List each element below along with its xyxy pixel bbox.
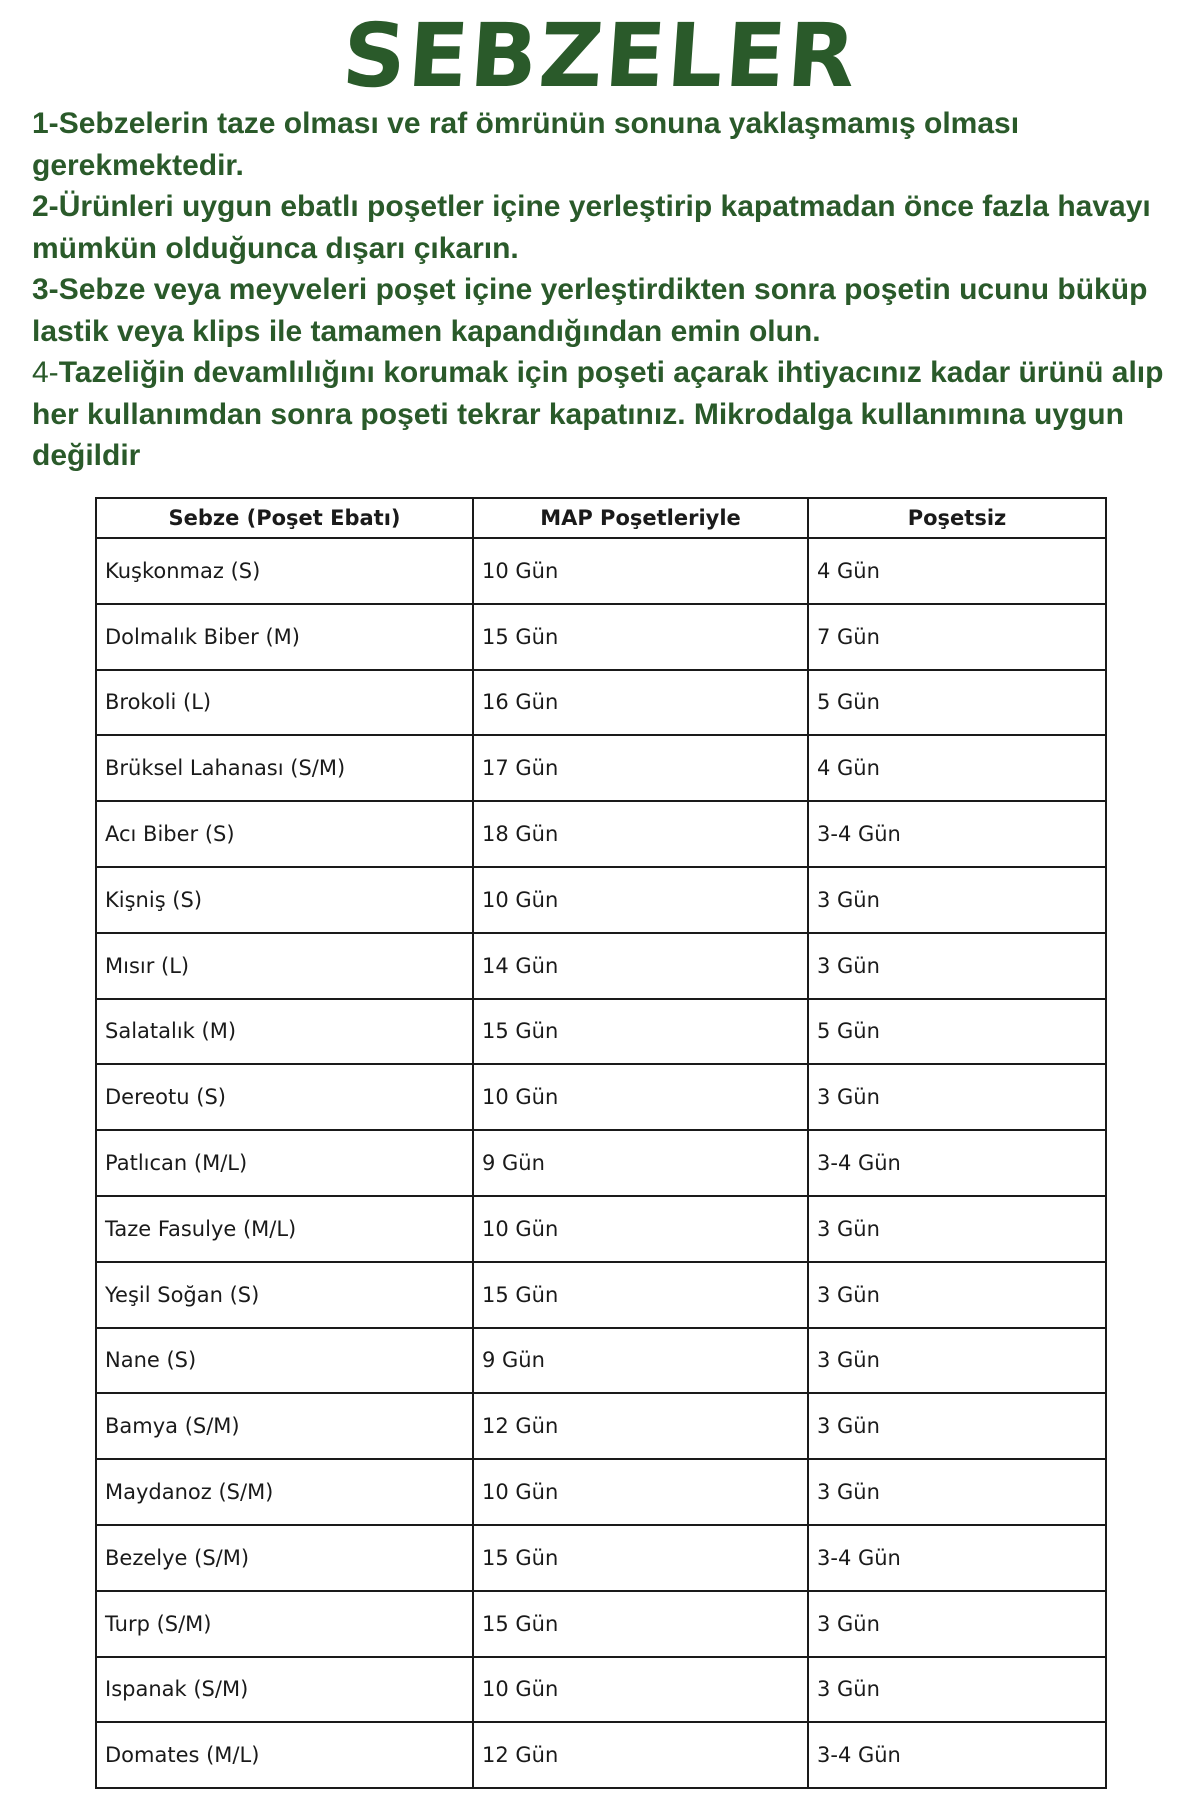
cell-map-duration: 14 Gün bbox=[473, 933, 808, 999]
cell-no-bag-duration: 3 Gün bbox=[808, 1459, 1106, 1525]
cell-vegetable: Yeşil Soğan (S) bbox=[96, 1262, 473, 1328]
column-header-vegetable: Sebze (Poşet Ebatı) bbox=[96, 498, 473, 538]
cell-no-bag-duration: 3-4 Gün bbox=[808, 801, 1106, 867]
cell-map-duration: 15 Gün bbox=[473, 1591, 808, 1657]
cell-map-duration: 10 Gün bbox=[473, 1196, 808, 1262]
table-row bbox=[96, 1722, 1106, 1788]
cell-map-duration: 16 Gün bbox=[473, 670, 808, 736]
cell-no-bag-duration: 3 Gün bbox=[808, 1393, 1106, 1459]
table-body bbox=[96, 538, 1106, 1788]
cell-no-bag-duration: 5 Gün bbox=[808, 670, 1106, 736]
instruction-item bbox=[32, 269, 1192, 352]
shelf-life-table bbox=[95, 497, 1107, 1789]
table-row bbox=[96, 1064, 1106, 1130]
instruction-item bbox=[32, 352, 1192, 477]
cell-map-duration: 10 Gün bbox=[473, 1657, 808, 1723]
cell-map-duration: 10 Gün bbox=[473, 1459, 808, 1525]
table-row bbox=[96, 670, 1106, 736]
cell-map-duration: 17 Gün bbox=[473, 735, 808, 801]
table-row bbox=[96, 1130, 1106, 1196]
table-row bbox=[96, 933, 1106, 999]
cell-map-duration: 15 Gün bbox=[473, 999, 808, 1065]
cell-no-bag-duration: 3 Gün bbox=[808, 1591, 1106, 1657]
table-row bbox=[96, 867, 1106, 933]
instruction-number: 2- bbox=[32, 190, 59, 223]
table-row bbox=[96, 1393, 1106, 1459]
cell-map-duration: 12 Gün bbox=[473, 1393, 808, 1459]
table-row bbox=[96, 1657, 1106, 1723]
table-row bbox=[96, 1459, 1106, 1525]
instruction-number: 1- bbox=[32, 107, 59, 140]
cell-vegetable: Patlıcan (M/L) bbox=[96, 1130, 473, 1196]
cell-map-duration: 10 Gün bbox=[473, 538, 808, 604]
cell-no-bag-duration: 3 Gün bbox=[808, 1196, 1106, 1262]
page-title: SEBZELER bbox=[339, 4, 861, 107]
cell-vegetable: Dereotu (S) bbox=[96, 1064, 473, 1130]
instruction-item bbox=[32, 103, 1192, 186]
cell-no-bag-duration: 3 Gün bbox=[808, 1064, 1106, 1130]
cell-vegetable: Brokoli (L) bbox=[96, 670, 473, 736]
cell-map-duration: 10 Gün bbox=[473, 1064, 808, 1130]
table-row bbox=[96, 801, 1106, 867]
cell-map-duration: 10 Gün bbox=[473, 867, 808, 933]
cell-no-bag-duration: 3-4 Gün bbox=[808, 1130, 1106, 1196]
cell-vegetable: Acı Biber (S) bbox=[96, 801, 473, 867]
cell-vegetable: Brüksel Lahanası (S/M) bbox=[96, 735, 473, 801]
cell-no-bag-duration: 3 Gün bbox=[808, 1657, 1106, 1723]
table-row bbox=[96, 1196, 1106, 1262]
cell-vegetable: Ispanak (S/M) bbox=[96, 1657, 473, 1723]
cell-map-duration: 15 Gün bbox=[473, 1525, 808, 1591]
table-row bbox=[96, 999, 1106, 1065]
cell-vegetable: Kişniş (S) bbox=[96, 867, 473, 933]
instruction-number: 3- bbox=[32, 273, 59, 306]
cell-no-bag-duration: 4 Gün bbox=[808, 538, 1106, 604]
instruction-text: Sebzelerin taze olması ve raf ömrünün sonuna yaklaşmamış olması gerekmektedir. bbox=[32, 107, 1020, 182]
cell-vegetable: Bamya (S/M) bbox=[96, 1393, 473, 1459]
cell-vegetable: Turp (S/M) bbox=[96, 1591, 473, 1657]
instruction-item bbox=[32, 186, 1192, 269]
cell-vegetable: Maydanoz (S/M) bbox=[96, 1459, 473, 1525]
cell-no-bag-duration: 3 Gün bbox=[808, 1262, 1106, 1328]
cell-map-duration: 15 Gün bbox=[473, 1262, 808, 1328]
table-row bbox=[96, 604, 1106, 670]
instruction-number: 4- bbox=[32, 356, 59, 389]
table-row bbox=[96, 1262, 1106, 1328]
instruction-text: Sebze veya meyveleri poşet içine yerleştirdikten sonra poşetin ucunu büküp lastik veya klips ile tamamen kapandığından emin olun. bbox=[32, 273, 1148, 348]
instruction-text: Tazeliğin devamlılığını korumak için poşeti açarak ihtiyacınız kadar ürünü alıp her kullanımdan sonra poşeti tekrar kapatınız. Mikrodalga kullanımına uygun değildir bbox=[32, 356, 1164, 472]
cell-no-bag-duration: 4 Gün bbox=[808, 735, 1106, 801]
cell-map-duration: 9 Gün bbox=[473, 1130, 808, 1196]
cell-no-bag-duration: 5 Gün bbox=[808, 999, 1106, 1065]
cell-vegetable: Taze Fasulye (M/L) bbox=[96, 1196, 473, 1262]
column-header-map-bags: MAP Poşetleriyle bbox=[473, 498, 808, 538]
cell-map-duration: 12 Gün bbox=[473, 1722, 808, 1788]
table-row bbox=[96, 1591, 1106, 1657]
table-row bbox=[96, 1525, 1106, 1591]
cell-no-bag-duration: 7 Gün bbox=[808, 604, 1106, 670]
instruction-text: Ürünleri uygun ebatlı poşetler içine yerleştirip kapatmadan önce fazla havayı mümkün olduğunca dışarı çıkarın. bbox=[32, 190, 1151, 265]
cell-vegetable: Dolmalık Biber (M) bbox=[96, 604, 473, 670]
cell-map-duration: 15 Gün bbox=[473, 604, 808, 670]
cell-no-bag-duration: 3-4 Gün bbox=[808, 1722, 1106, 1788]
cell-map-duration: 9 Gün bbox=[473, 1328, 808, 1394]
cell-no-bag-duration: 3 Gün bbox=[808, 1328, 1106, 1394]
cell-vegetable: Kuşkonmaz (S) bbox=[96, 538, 473, 604]
column-header-without-bag: Poşetsiz bbox=[808, 498, 1106, 538]
cell-vegetable: Bezelye (S/M) bbox=[96, 1525, 473, 1591]
cell-no-bag-duration: 3 Gün bbox=[808, 867, 1106, 933]
cell-vegetable: Mısır (L) bbox=[96, 933, 473, 999]
cell-map-duration: 18 Gün bbox=[473, 801, 808, 867]
cell-vegetable: Salatalık (M) bbox=[96, 999, 473, 1065]
table-row bbox=[96, 735, 1106, 801]
table-row bbox=[96, 1328, 1106, 1394]
table-row bbox=[96, 538, 1106, 604]
table-header-row bbox=[96, 498, 1106, 538]
cell-no-bag-duration: 3 Gün bbox=[808, 933, 1106, 999]
cell-vegetable: Domates (M/L) bbox=[96, 1722, 473, 1788]
cell-no-bag-duration: 3-4 Gün bbox=[808, 1525, 1106, 1591]
cell-vegetable: Nane (S) bbox=[96, 1328, 473, 1394]
instructions-list bbox=[32, 103, 1192, 477]
